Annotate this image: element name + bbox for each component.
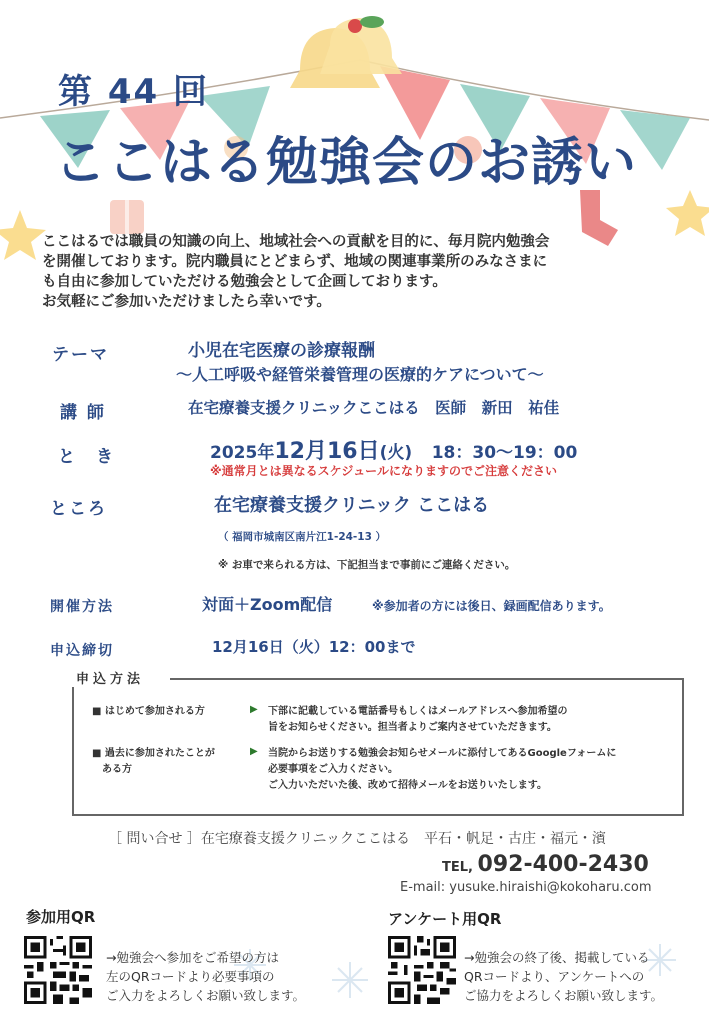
date-label: と き [58, 447, 115, 467]
survey-qr-heading: アンケート用QR [388, 910, 502, 928]
method-label: 開催方法 [50, 599, 114, 615]
tel-number[interactable]: 092-400-2430 [477, 852, 649, 877]
date-weekday: (火) [379, 443, 413, 463]
theme-main: 小児在宅医療の診療報酬 [188, 341, 375, 361]
car-note: ※ お車で来られる方は、下記担当まで事前にご連絡ください。 [218, 559, 516, 571]
intro-line: お気軽にご参加いただけましたら幸いです。 [42, 294, 331, 310]
first-time-label: ■ はじめて参加される方 [92, 706, 205, 717]
deadline-value: 12月16日（火）12：00まで [212, 638, 416, 656]
arrow-icon: ▶ [250, 704, 258, 715]
telephone: TEL, 092-400-2430 [442, 852, 649, 877]
date-value [210, 434, 577, 465]
address: （ 福岡市城南区南片江1-24-13 ） [218, 531, 387, 543]
intro-line: も自由に参加していただける勉強会として企画しております。 [42, 274, 447, 290]
email-address[interactable]: E-mail: yusuke.hiraishi@kokoharu.com [400, 880, 652, 895]
place-value: 在宅療養支援クリニック ここはる [214, 495, 490, 516]
date-note: ※通常月とは異なるスケジュールになりますのでご注意ください [210, 464, 557, 478]
lecturer-value: 在宅療養支援クリニックここはる 医師 新田 祐佳 [188, 399, 560, 417]
date-month: 12月 [274, 439, 327, 464]
survey-qr-code[interactable] [388, 936, 456, 1004]
edition-number: 第 44 回 [58, 72, 209, 112]
application-box-top-border [170, 678, 684, 680]
returning-text: 当院からお送りする勉強会お知らせメールに添付してあるGoogleフォームに 必要事項をご入力ください。 ご入力いただいた後、改めて招待メールをお送りいたします。 [268, 748, 617, 791]
date-year: 2025年 [210, 443, 275, 463]
theme-label: テーマ [52, 345, 109, 365]
place-label: ところ [50, 499, 107, 519]
application-title: 申込方法 [72, 668, 148, 687]
join-qr-text: →勉強会へ参加をご希望の方は 左のQRコードより必要事項の ご入力をよろしくお願い致します。 [106, 950, 306, 1003]
page-title: ここはる勉強会のお誘い [54, 133, 638, 193]
star-icon [666, 190, 709, 236]
method-note: ※参加者の方には後日、録画配信あります。 [372, 599, 611, 613]
intro-text [42, 232, 692, 312]
join-qr-heading: 参加用QR [26, 908, 96, 926]
intro-line: を開催しております。院内職員にとどまらず、地域の関連事業所のみなさまに [42, 254, 548, 270]
contact-info: ［ 問い合せ ］在宅療養支援クリニックここはる 平石・帆足・古庄・福元・濱 [108, 831, 607, 847]
method-value: 対面＋Zoom配信 [202, 595, 333, 614]
join-qr-code[interactable] [24, 936, 92, 1004]
date-time: 18：30〜19：00 [431, 443, 578, 463]
lecturer-label: 講 師 [60, 403, 106, 423]
intro-line: ここはるでは職員の知識の向上、地域社会への貢献を目的に、毎月院内勉強会 [42, 234, 550, 250]
tel-label: TEL [442, 860, 469, 875]
star-icon [0, 210, 46, 260]
gift-icon [110, 200, 144, 234]
arrow-icon: ▶ [250, 746, 258, 757]
survey-qr-text: →勉強会の終了後、掲載している QRコードより、アンケートへの ご協力をよろしくお願い致します。 [464, 950, 664, 1003]
snowflake-icon [332, 962, 368, 998]
deadline-label: 申込締切 [50, 643, 114, 659]
date-day: 16日 [326, 439, 380, 464]
returning-label: ■ 過去に参加されたことが ある方 [92, 748, 215, 775]
first-time-text: 下部に記載している電話番号もしくはメールアドレスへ参加希望の 旨をお知らせください。担当者よりご案内させていただきます。 [268, 706, 568, 733]
bell-icon [290, 16, 402, 88]
theme-sub: 〜人工呼吸や経管栄養管理の医療的ケアについて〜 [176, 365, 544, 384]
